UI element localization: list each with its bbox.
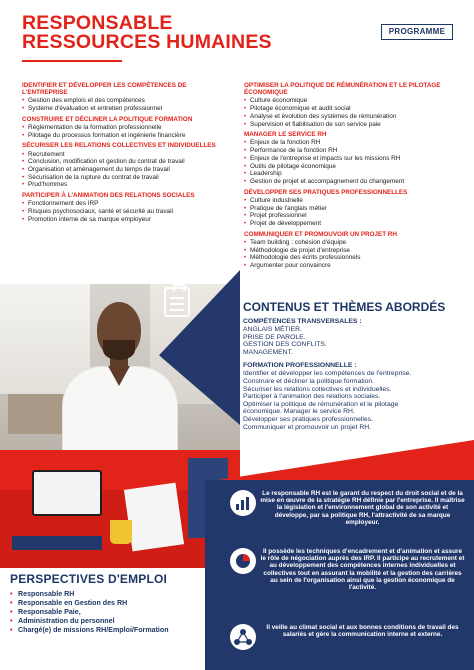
clipboard-icon [164,287,190,317]
program-item: • Team building : cohésion d'équipe [244,239,454,247]
program-section [244,189,454,228]
program-item: • Risques psychosociaux, santé et sécurité au travail [22,208,232,216]
text-line: Sécuriser les relations collectives et individuelles. [243,385,392,393]
program-item: • Organisation et aménagement du temps de travail [22,166,232,174]
program-item: • Méthodologie des écrits professionnels [244,254,454,262]
text-line: MANAGEMENT. [243,348,293,356]
text-line: GESTION DES CONFLITS. [243,341,327,349]
program-left-column [22,80,232,226]
program-section [244,131,454,185]
program-item: • Leadership [244,170,454,178]
professionnelle-heading: FORMATION PROFESSIONNELLE : [243,362,357,370]
text-line: • Chargé(e) de missions RH/Emploi/Formation [10,626,197,635]
pie-chart-icon [230,548,256,574]
program-section-title: IDENTIFIER ET DÉVELOPPER LES COMPÉTENCES DE L'ENTREPRISE [22,82,187,97]
page-title [22,14,342,62]
program-section [244,231,454,270]
program-item: • Argumenter pour convaincre [244,262,454,270]
text-line: PRISE DE PAROLE. [243,333,306,341]
program-section-title: SÉCURISER LES RELATIONS COLLECTIVES ET INDIVIDUELLES [22,142,216,150]
panel-text-2: Il possède les techniques d'encadrement et d'animation et assure le rôle de négociation auprès des IRP. Il participe au recrutement et au développement des compétences internes individuelles et collectives tout en assurant la mobilité et la gestion des carrières au sein de l'organisation ainsi que la gestion économique de l'activité. [260,548,465,592]
program-item: • Analyse et évolution des systèmes de rémunération [244,113,454,121]
program-item: • Pilotage économique et audit social [244,105,454,113]
perspectives-list [10,590,197,635]
program-item: • Outils de pilotage économique [244,163,454,171]
text-line: économique. Manager le service RH. [243,408,355,416]
text-line: • Responsable en Gestion des RH [10,599,197,608]
network-icon [230,624,256,650]
perspectives-title: PERSPECTIVES D'EMPLOI [10,572,168,586]
program-section [22,192,232,223]
text-line: • Administration du personnel [10,617,197,626]
program-item: • Projet professionnel [244,212,454,220]
program-item: • Réglementation de la formation professionnelle [22,124,232,132]
text-line: • Responsable Paie, [10,608,197,617]
red-diagonal-band [205,440,474,482]
program-item: • Supervision et fiabilisation de son service paie [244,121,454,129]
program-item: • Conclusion, modification et gestion du contrat de travail [22,158,232,166]
program-section [244,82,454,128]
program-right-column [244,80,454,273]
program-item: • Gestion de projet et accompagnement du changement [244,178,454,186]
program-section [22,82,232,113]
program-item: • Pilotage du processus formation et ingénierie financière [22,132,232,140]
program-item: • Promotion interne de sa marque employeur [22,216,232,224]
transversales-list [243,326,455,356]
text-line: Participer à l'animation des relations sociales. [243,393,381,401]
text-line: ANGLAIS MÉTIER. [243,326,302,333]
professionnelle-list [243,370,455,431]
text-line: • Responsable RH [10,590,197,599]
program-section-title: COMMUNIQUER ET PROMOUVOIR UN PROJET RH [244,230,397,238]
program-item: • Projet de développement [244,220,454,228]
program-item: • Culture industrielle [244,197,454,205]
programme-badge: PROGRAMME [381,24,453,40]
contenus-title: CONTENUS ET THÈMES ABORDÉS [243,300,446,314]
program-item: • Culture économique [244,97,454,105]
program-item: • Performance de la fonction RH [244,147,454,155]
program-section-title: PARTICIPER À L'ANIMATION DES RELATIONS SOCIALES [22,192,195,200]
program-section-title: DÉVELOPPER SES PRATIQUES PROFESSIONNELLES [244,188,408,196]
program-item: • Sécurisation de la rupture du contrat de travail [22,174,232,182]
program-item: • Enjeux de la fonction RH [244,139,454,147]
desk-illustration [0,450,240,570]
title-line-1: RESPONSABLE [22,12,173,34]
program-item: • Système d'évaluation et entretien professionnel [22,105,232,113]
program-section-title: MANAGER LE SERVICE RH [244,131,327,139]
text-line: Construire et décliner la politique formation. [243,377,375,385]
program-section [22,116,232,140]
panel-text-3: Il veille au climat social et aux bonnes conditions de travail des salariés et gère la communication interne et externe. [266,624,459,639]
program-item: • Méthodologie de projet d'entreprise [244,247,454,255]
text-line: Communiquer et promouvoir un projet RH. [243,423,372,431]
program-item: • Enjeux de l'entreprise et impacts sur les missions RH [244,155,454,163]
transversales-heading: COMPÉTENCES TRANSVERSALES : [243,318,362,325]
chart-icon [230,490,256,516]
title-underline [22,60,122,62]
program-item: • Gestion des emplois et des compétences [22,97,232,105]
text-line: Identifier et développer les compétences de l'entreprise. [243,370,412,378]
panel-text-1: Le responsable RH est le garant du respect du droit social et de la mise en œuvre de la stratégie RH définie par l'entreprise. Il maîtrise la législation et l'environnement global de son activité et développe, par sa politique RH, l'attractivité de sa marque employeur. [260,490,465,526]
perspectives-section [0,568,205,670]
program-section-title: CONSTRUIRE ET DÉCLINER LA POLITIQUE FORMATION [22,115,193,123]
text-line: Optimiser la politique de rémunération et le pilotage [243,400,399,408]
program-item: • Recrutement [22,151,232,159]
program-section [22,142,232,189]
program-section-title: OPTIMISER LA POLITIQUE DE RÉMUNÉRATION ET LE PILOTAGE ÉCONOMIQUE [244,82,441,97]
contenus-section [243,300,455,431]
program-item: • Prud'hommes [22,181,232,189]
text-line: Développer ses pratiques professionnelles. [243,415,373,423]
program-item: • Pratique de l'anglais métier [244,205,454,213]
program-item: • Fonctionnement des IRP [22,200,232,208]
title-line-2: RESSOURCES HUMAINES [22,31,272,53]
